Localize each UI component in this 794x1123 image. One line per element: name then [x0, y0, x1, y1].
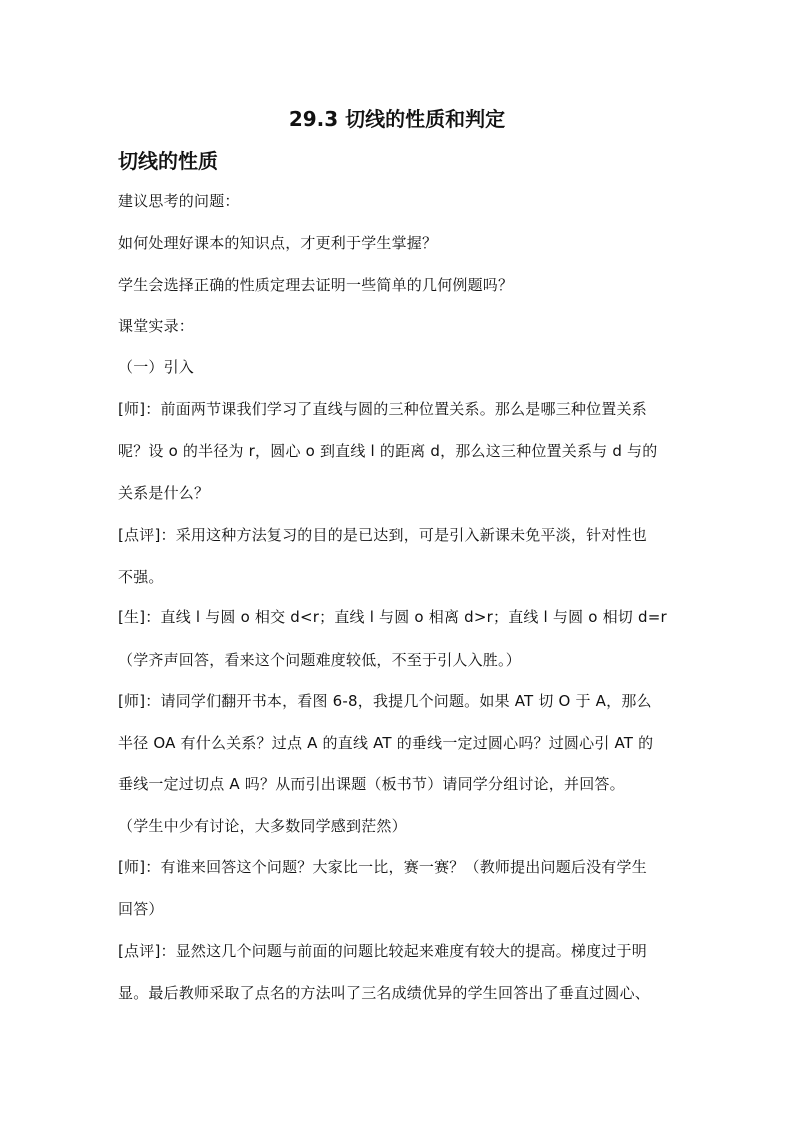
- paragraph-line: 建议思考的问题：: [118, 192, 240, 210]
- paragraph-line: （一）引入: [118, 358, 195, 376]
- paragraph-line: 学生会选择正确的性质定理去证明一些简单的几何例题吗？: [118, 276, 514, 294]
- document-title: 29.3 切线的性质和判定: [288, 107, 506, 131]
- paragraph-line: [生]：直线 l 与圆 o 相交 d<r；直线 l 与圆 o 相离 d>r；直线 l 与圆 o 相切 d=r: [118, 608, 667, 626]
- paragraph-line: 垂线一定过切点 A 吗？从而引出课题（板书节）请同学分组讨论，并回答。: [118, 775, 625, 793]
- paragraph-line: 课堂实录：: [118, 317, 195, 335]
- paragraph-line: 呢？设 o 的半径为 r，圆心 o 到直线 l 的距离 d，那么这三种位置关系与 d 与的: [118, 442, 658, 460]
- paragraph-line: （学生中少有讨论，大多数同学感到茫然）: [118, 817, 407, 835]
- paragraph-line: [点评]：显然这几个问题与前面的问题比较起来难度有较大的提高。梯度过于明: [118, 942, 647, 960]
- paragraph-line: 不强。: [118, 568, 164, 586]
- paragraph-line: 显。最后教师采取了点名的方法叫了三名成绩优异的学生回答出了垂直过圆心、: [118, 984, 651, 1002]
- paragraph-line: [师]：请同学们翻开书本，看图 6-8，我提几个问题。如果 AT 切 O 于 A，那么: [118, 692, 652, 710]
- paragraph-line: 半径 OA 有什么关系？过点 A 的直线 AT 的垂线一定过圆心吗？过圆心引 AT 的: [118, 734, 654, 752]
- paragraph-line: 关系是什么？: [118, 484, 210, 502]
- paragraph-line: [师]：前面两节课我们学习了直线与圆的三种位置关系。那么是哪三种位置关系: [118, 400, 647, 418]
- paragraph-line: [点评]：采用这种方法复习的目的是已达到，可是引入新课未免平淡，针对性也: [118, 526, 647, 544]
- paragraph-line: [师]：有谁来回答这个问题？大家比一比，赛一赛？（教师提出问题后没有学生: [118, 858, 647, 876]
- paragraph-line: （学齐声回答，看来这个问题难度较低，不至于引人入胜。）: [118, 651, 521, 669]
- section-heading: 切线的性质: [118, 149, 218, 173]
- paragraph-line: 回答）: [118, 900, 164, 918]
- paragraph-line: 如何处理好课本的知识点，才更利于学生掌握？: [118, 234, 438, 252]
